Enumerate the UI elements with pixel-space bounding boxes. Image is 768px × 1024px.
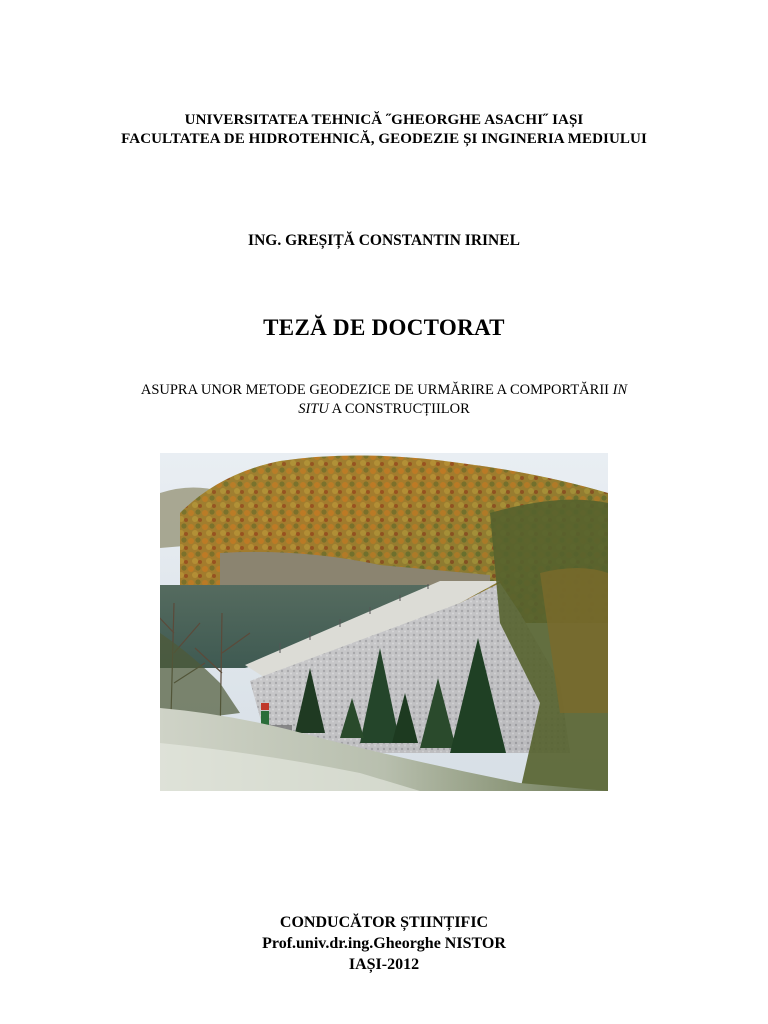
place-year: IAȘI-2012 xyxy=(348,956,420,973)
subtitle-italic-situ: SITU xyxy=(298,401,329,417)
supervisor-label: CONDUCĂTOR ȘTIINȚIFIC xyxy=(279,914,489,931)
subtitle-text-1: ASUPRA UNOR METODE GEODEZICE DE URMĂRIRE A COMPORTĂRII xyxy=(140,382,613,398)
institution-header xyxy=(0,111,768,149)
subtitle-line-1 xyxy=(0,381,768,400)
dam-photo xyxy=(160,453,608,791)
thesis-title: TEZĂ DE DOCTORAT xyxy=(263,315,505,340)
supervisor-name: Prof.univ.dr.ing.Gheorghe NISTOR xyxy=(262,935,506,952)
university-name: UNIVERSITATEA TEHNICĂ ˝GHEORGHE ASACHI˝ IAȘI xyxy=(184,112,584,128)
subtitle-italic-in: IN xyxy=(612,382,628,398)
faculty-name: FACULTATEA DE HIDROTEHNICĂ, GEODEZIE ȘI INGINERIA MEDIULUI xyxy=(121,131,647,147)
author-name: ING. GREȘIȚĂ CONSTANTIN IRINEL xyxy=(248,232,520,249)
subtitle-line-2 xyxy=(0,400,768,419)
subtitle-text-2: A CONSTRUCȚIILOR xyxy=(328,401,470,417)
thesis-footer xyxy=(0,912,768,975)
thesis-subtitle xyxy=(0,381,768,419)
dam-photo-image xyxy=(160,453,608,791)
